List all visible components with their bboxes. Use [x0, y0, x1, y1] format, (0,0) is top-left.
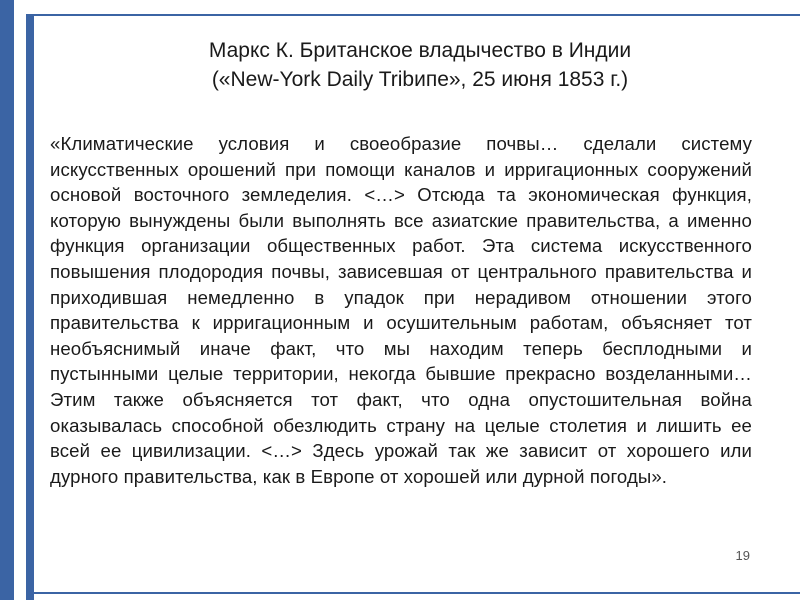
left-accent-line	[26, 14, 34, 600]
title-line-1: Маркс К. Британское владычество в Индии	[208, 39, 632, 62]
top-divider	[26, 14, 800, 16]
title-line-2: («New-York Daily Tribипе», 25 июня 1853 г.)	[211, 68, 629, 91]
quote-body: «Климатические условия и своеобразие почвы… сделали систему искусственных орошений при помощи каналов и ирригационных сооружений основой восточного земледелия. <…> Отсюда та экономическая функция, которую вынуждены были выполнять все азиатские правительства, а именно функция организации общественных работ. Эта система искусственного повышения плодородия почвы, зависевшая от центрального правительства и приходившая немедленно в упадок при нерадивом отношении этого правительства к ирригационным и осушительным работам, объясняет тот необъяснимый иначе факт, что мы находим теперь бесплодными и пустынными целые территории, некогда бывшие прекрасно возделанными… Этим также объясняется тот факт, что одна опустошительная война оказывалась способной обезлюдить страну на целые столетия и лишить ее всей ее цивилизации. <…> Здесь урожай так же зависит от хорошего или дурного правительства, как в Европе от хорошей или дурной погоды».	[50, 133, 752, 487]
bottom-divider	[26, 592, 800, 594]
page-number: 19	[735, 548, 750, 563]
slide-title	[50, 36, 790, 94]
left-accent-bar	[0, 0, 14, 600]
